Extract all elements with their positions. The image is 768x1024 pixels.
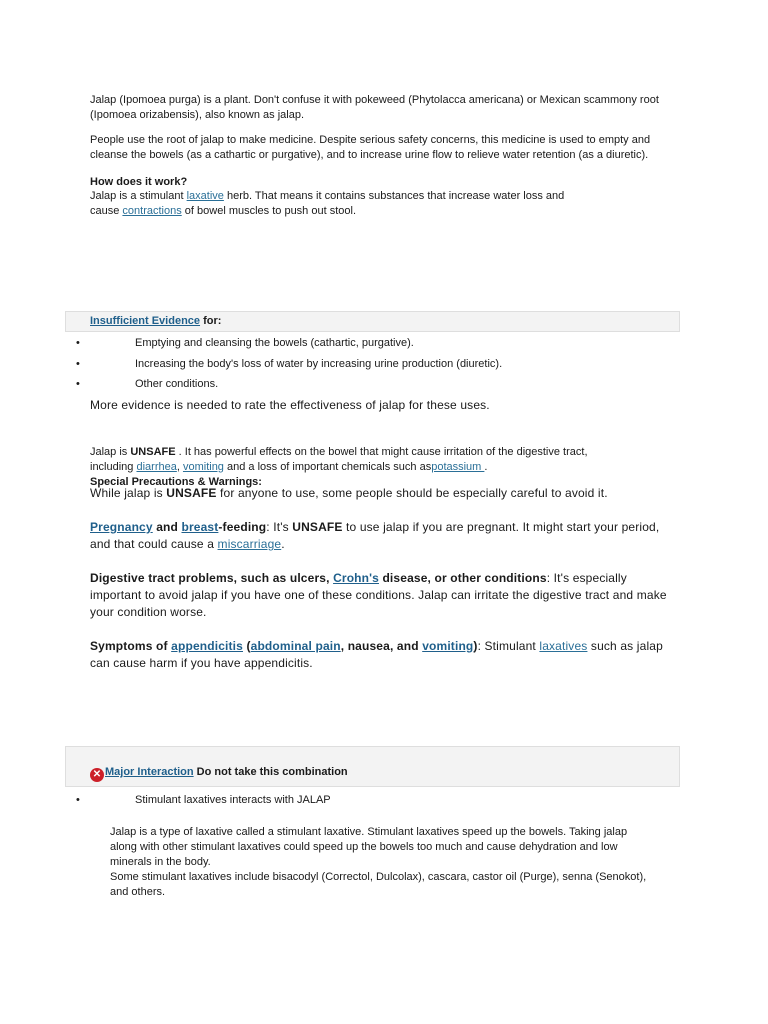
interaction-description: Jalap is a type of laxative called a stimulant laxative. Stimulant laxatives speed up the bowels. Taking jalap along with other stimulant laxatives could speed up the bowels too much and cause dehydration and low minerals in the body. Some stimulant laxatives include bisacodyl (Correctol, Dulcolax), cascara, castor oil (Purge), senna (Senokot), and others. [110,826,647,898]
intro-paragraph-1: Jalap (Ipomoea purga) is a plant. Don't confuse it with pokeweed (Phytolacca americana) or Mexican scammony root (Ipomoea orizabensis), also known as jalap. [90,94,659,121]
interaction-heading: ✕ Major Interaction Do not take this combination [90,765,348,782]
how-heading: How does it work? [90,176,188,188]
breast-link[interactable]: breast [181,520,219,534]
evidence-item-1: Emptying and cleansing the bowels (cathartic, purgative). [135,337,414,349]
evidence-heading: Insufficient Evidence for: [90,315,222,327]
diarrhea-link[interactable]: diarrhea [136,461,177,473]
digestive-paragraph: Digestive tract problems, such as ulcers, Crohn's disease, or other conditions: It's especially important to avoid jalap if you have one of these conditions. Jalap can irritate the digestive tract and make your condition worse. [90,571,667,619]
special-precautions-heading: Special Precautions & Warnings: [90,476,262,488]
insufficient-evidence-link[interactable]: Insufficient Evidence [90,315,201,327]
appendicitis-link[interactable]: appendicitis [171,639,243,653]
abdominal-pain-link[interactable]: abdominal pain [250,639,341,653]
major-interaction-link[interactable]: Major Interaction [105,766,194,778]
bullet-interaction: • [76,794,80,806]
potassium-link[interactable]: potassium [431,461,485,473]
how-text: Jalap is a stimulant laxative herb. That means it contains substances that increase water loss and cause contractions of bowel muscles to push out stool. [90,190,565,217]
pregnancy-paragraph: Pregnancy and breast-feeding: It's UNSAFE to use jalap if you are pregnant. It might start your period, and that could cause a miscarriage. [90,520,660,551]
evidence-item-2: Increasing the body's loss of water by increasing urine production (diuretic). [135,358,503,370]
bullet-2: • [76,358,80,370]
intro-paragraph-2: People use the root of jalap to make medicine. Despite serious safety concerns, this medicine is used to empty and cleanse the bowels (as a cathartic or purgative), and to increase urine flow to relieve water retention (as a diuretic). [90,134,651,161]
bullet-1: • [76,337,80,349]
contractions-link[interactable]: contractions [122,205,182,217]
interaction-item: Stimulant laxatives interacts with JALAP [135,794,331,806]
vomiting-link[interactable]: vomiting [182,461,224,473]
pregnancy-link[interactable]: Pregnancy [90,520,153,534]
safety-paragraph: Jalap is UNSAFE . It has powerful effects on the bowel that might cause irritation of the digestive tract, including diarrhea, vomiting and a loss of important chemicals such aspotassium . Special Precautions & Warnings: [90,446,588,488]
bullet-3: • [76,378,80,390]
miscarriage-link[interactable]: miscarriage [217,537,282,551]
crohns-link[interactable]: Crohn's [333,571,379,585]
laxative-link[interactable]: laxative [186,190,224,202]
vomiting-link-2[interactable]: vomiting [422,639,474,653]
major-interaction-x-icon: ✕ [90,768,104,782]
evidence-item-3: Other conditions. [135,378,219,390]
evidence-note: More evidence is needed to rate the effectiveness of jalap for these uses. [90,398,490,412]
while-paragraph: While jalap is UNSAFE for anyone to use, some people should be especially careful to avoid it. [90,486,608,500]
appendicitis-paragraph: Symptoms of appendicitis (abdominal pain, nausea, and vomiting): Stimulant laxatives such as jalap can cause harm if you have appendicitis. [90,639,663,670]
laxatives-link[interactable]: laxatives [539,639,588,653]
